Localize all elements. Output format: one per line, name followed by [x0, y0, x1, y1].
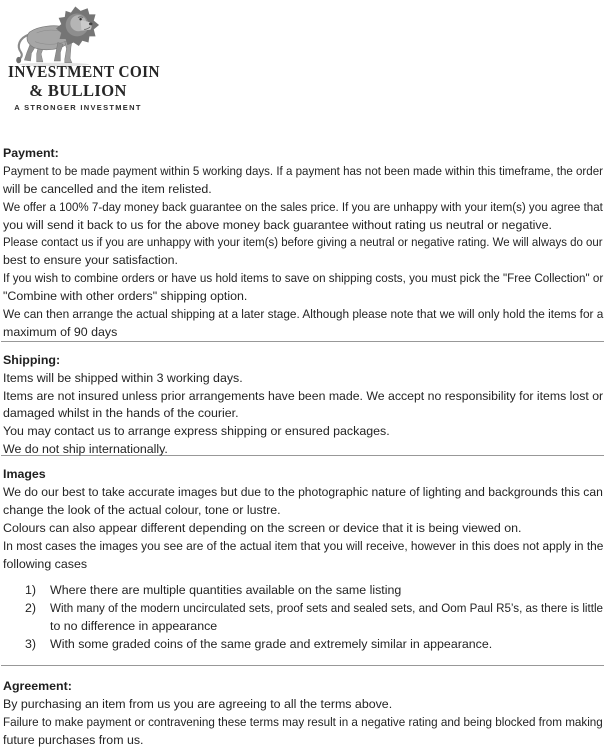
lion-icon	[12, 3, 100, 68]
text-line: best to ensure your satisfaction.	[3, 253, 178, 268]
text-line: With some graded coins of the same grade and extremely similar in appearance.	[50, 637, 493, 652]
list-item	[3, 582, 603, 600]
list-item-number: 3)	[25, 637, 37, 652]
text-line: following cases	[3, 556, 88, 571]
logo-tagline: A STRONGER INVESTMENT	[14, 103, 142, 112]
list-item	[3, 636, 603, 654]
text-line: Payment to be made payment within 5 working days. If a payment has not been made within this timeframe, the order	[3, 163, 603, 178]
text-line: We offer a 100% 7-day money back guarantee on the sales price. If you are unhappy with your item(s) you agree that	[3, 199, 603, 214]
company-logo	[0, 0, 160, 125]
text-line: Failure to make payment or contravening these terms may result in a negative rating and being blocked from making	[3, 714, 603, 729]
text-line: Where there are multiple quantities available on the same listing	[50, 583, 402, 598]
text-line: change the look of the actual colour, tone or lustre.	[3, 502, 281, 517]
text-line: We do not ship internationally.	[3, 442, 168, 457]
text-line: Colours can also appear different depending on the screen or device that it is being viewed on.	[3, 520, 522, 535]
text-line: With many of the modern uncirculated sets, proof sets and sealed sets, and Oom Paul R5’s, as there is little	[50, 601, 603, 616]
text-line: You may contact us to arrange express shipping or ensured packages.	[3, 424, 390, 439]
payment-heading: Payment:	[3, 146, 59, 160]
section-payment	[3, 145, 603, 342]
logo-text	[2, 62, 160, 113]
text-line: By purchasing an item from us you are agreeing to all the terms above.	[3, 696, 393, 711]
text-line: Items will be shipped within 3 working days.	[3, 370, 243, 385]
list-item	[3, 600, 603, 636]
images-exception-list	[3, 582, 603, 654]
list-item-number: 1)	[25, 583, 37, 598]
logo-name-line2: & BULLION	[29, 81, 127, 100]
text-line: future purchases from us.	[3, 732, 144, 747]
text-line: We can then arrange the actual shipping at a later stage. Although please note that we will only hold the items for a	[3, 307, 604, 322]
agreement-heading: Agreement:	[3, 679, 72, 694]
text-line: damaged whilst in the hands of the courier.	[3, 406, 239, 421]
text-line: "Combine with other orders" shipping option.	[3, 289, 248, 304]
list-item-text	[50, 582, 603, 600]
images-heading: Images	[3, 467, 46, 482]
list-item-text	[50, 600, 603, 636]
text-line: Please contact us if you are unhappy with your item(s) before giving a neutral or negative rating. We will always do our	[3, 235, 603, 250]
shipping-heading: Shipping:	[3, 352, 61, 367]
terms-content	[3, 145, 603, 750]
section-shipping	[3, 352, 603, 459]
text-line: If you wish to combine orders or have us hold items to save on shipping costs, you must pick the "Free Collection" or	[3, 271, 604, 286]
section-agreement	[3, 678, 603, 750]
text-line: you will send it back to us for the above money back guarantee without rating us neutral or negative.	[3, 217, 552, 232]
section-divider	[1, 665, 604, 666]
logo-name-line1: INVESTMENT COIN	[7, 62, 160, 81]
text-line: In most cases the images you see are of the actual item that you will receive, however in this does not apply in the	[3, 538, 604, 553]
section-images	[3, 466, 603, 654]
text-line: will be cancelled and the item relisted.	[3, 181, 212, 196]
text-line: maximum of 90 days	[3, 324, 118, 339]
list-item-text	[50, 636, 603, 654]
text-line: We do our best to take accurate images but due to the photographic nature of lighting and backgrounds this can	[3, 485, 603, 500]
list-item-number: 2)	[25, 601, 37, 616]
text-line: to no difference in appearance	[50, 619, 218, 634]
text-line: Items are not insured unless prior arrangements have been made. We accept no responsibility for items lost or	[3, 388, 604, 403]
